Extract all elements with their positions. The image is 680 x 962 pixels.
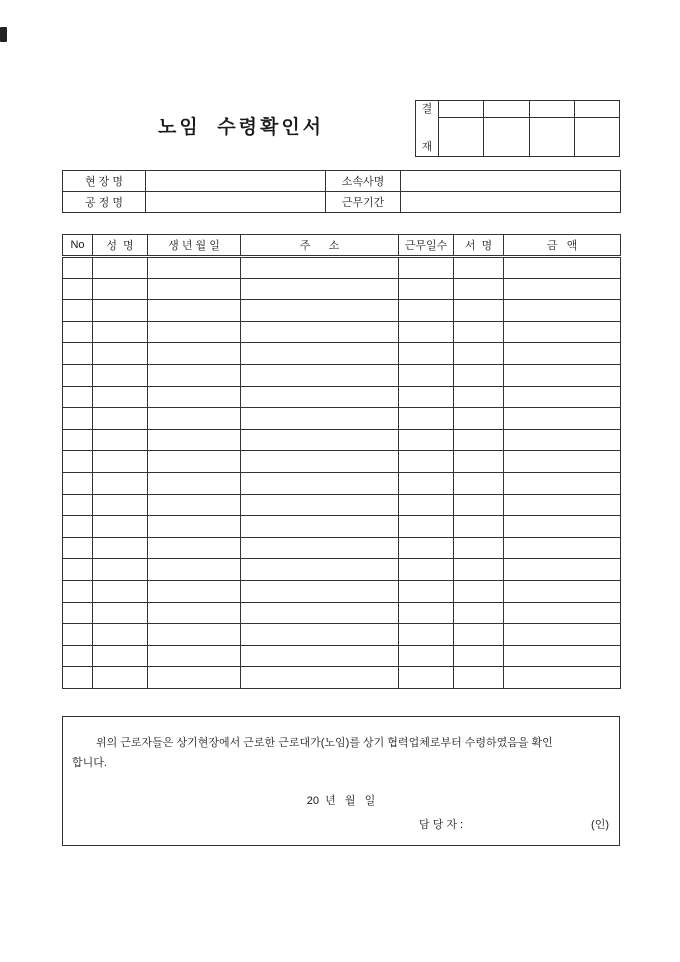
approval-cell: [529, 118, 574, 156]
empty-cell: [63, 300, 93, 322]
empty-cell: [454, 645, 504, 667]
empty-cell: [504, 257, 621, 279]
empty-cell: [399, 645, 454, 667]
empty-cell: [93, 300, 148, 322]
empty-cell: [241, 408, 399, 430]
empty-cell: [93, 257, 148, 279]
table-row: [63, 408, 621, 430]
empty-cell: [63, 451, 93, 473]
empty-cell: [504, 537, 621, 559]
empty-cell: [454, 257, 504, 279]
site-name-label: 현 장 명: [63, 171, 146, 192]
empty-cell: [399, 343, 454, 365]
empty-cell: [241, 624, 399, 646]
empty-cell: [63, 257, 93, 279]
empty-cell: [63, 624, 93, 646]
empty-cell: [504, 580, 621, 602]
confirmation-line-1: 위의 근로자들은 상기현장에서 근로한 근로대가(노임)를 상기 협력업체로부터 수령하였음을 확인: [96, 737, 553, 749]
empty-cell: [93, 559, 148, 581]
table-row: [63, 364, 621, 386]
empty-cell: [504, 472, 621, 494]
table-row: [63, 624, 621, 646]
empty-cell: [454, 386, 504, 408]
seal-label: (인): [591, 819, 609, 831]
empty-cell: [93, 667, 148, 689]
empty-cell: [63, 429, 93, 451]
empty-cell: [148, 602, 241, 624]
empty-cell: [399, 602, 454, 624]
empty-cell: [241, 472, 399, 494]
empty-cell: [93, 516, 148, 538]
approval-label-bottom: 재: [421, 141, 433, 153]
empty-cell: [399, 559, 454, 581]
process-name-value: [146, 192, 326, 213]
empty-cell: [504, 516, 621, 538]
empty-cell: [148, 645, 241, 667]
empty-cell: [504, 321, 621, 343]
empty-cell: [63, 343, 93, 365]
empty-cell: [93, 580, 148, 602]
empty-cell: [454, 624, 504, 646]
empty-cell: [63, 494, 93, 516]
empty-cell: [63, 321, 93, 343]
empty-cell: [504, 667, 621, 689]
empty-cell: [63, 516, 93, 538]
empty-cell: [504, 429, 621, 451]
process-name-label: 공 정 명: [63, 192, 146, 213]
empty-cell: [454, 343, 504, 365]
empty-cell: [148, 580, 241, 602]
empty-cell: [504, 300, 621, 322]
table-row: [63, 386, 621, 408]
empty-cell: [241, 321, 399, 343]
empty-cell: [148, 408, 241, 430]
empty-cell: [93, 408, 148, 430]
empty-cell: [454, 580, 504, 602]
empty-cell: [63, 364, 93, 386]
work-period-label: 근무기간: [326, 192, 401, 213]
empty-cell: [399, 667, 454, 689]
confirmation-line-2: 합니다.: [72, 756, 107, 769]
worker-table-header-row: [63, 235, 621, 257]
manager-line: [419, 816, 609, 832]
approval-label-top: 결: [421, 103, 433, 115]
empty-cell: [454, 472, 504, 494]
empty-cell: [148, 667, 241, 689]
empty-cell: [454, 364, 504, 386]
empty-cell: [63, 278, 93, 300]
birthdate-column-header: 생 년 월 일: [148, 235, 241, 257]
amount-column-header: 금 액: [504, 235, 621, 257]
empty-cell: [93, 472, 148, 494]
empty-cell: [241, 580, 399, 602]
empty-cell: [454, 602, 504, 624]
empty-cell: [93, 624, 148, 646]
empty-cell: [241, 364, 399, 386]
table-row: [63, 451, 621, 473]
empty-cell: [63, 472, 93, 494]
empty-cell: [504, 559, 621, 581]
table-row: [63, 257, 621, 279]
empty-cell: [454, 559, 504, 581]
empty-cell: [241, 645, 399, 667]
empty-cell: [399, 580, 454, 602]
empty-cell: [148, 451, 241, 473]
empty-cell: [399, 516, 454, 538]
empty-cell: [241, 667, 399, 689]
empty-cell: [399, 624, 454, 646]
date-line: 20 년 월 일: [306, 795, 376, 807]
address-column-header: 주 소: [241, 235, 399, 257]
empty-cell: [93, 645, 148, 667]
empty-cell: [148, 300, 241, 322]
name-column-header: 성 명: [93, 235, 148, 257]
table-row: [63, 300, 621, 322]
empty-cell: [148, 494, 241, 516]
empty-cell: [63, 602, 93, 624]
info-row-1: [63, 171, 621, 192]
empty-cell: [504, 645, 621, 667]
empty-cell: [148, 257, 241, 279]
empty-cell: [399, 300, 454, 322]
confirmation-section: [62, 716, 620, 846]
empty-cell: [399, 364, 454, 386]
approval-cell: [529, 101, 574, 118]
workdays-column-header: 근무일수: [399, 235, 454, 257]
empty-cell: [504, 624, 621, 646]
table-row: [63, 472, 621, 494]
empty-cell: [63, 537, 93, 559]
empty-cell: [504, 386, 621, 408]
empty-cell: [93, 451, 148, 473]
empty-cell: [63, 645, 93, 667]
empty-cell: [93, 602, 148, 624]
approval-cell: [438, 101, 483, 118]
empty-cell: [399, 408, 454, 430]
empty-cell: [93, 278, 148, 300]
empty-cell: [93, 537, 148, 559]
worker-table: [62, 234, 621, 689]
empty-cell: [63, 408, 93, 430]
empty-cell: [454, 321, 504, 343]
work-period-value: [401, 192, 621, 213]
info-row-2: [63, 192, 621, 213]
table-row: [63, 321, 621, 343]
table-row: [63, 343, 621, 365]
manager-label: 담 당 자 :: [419, 819, 464, 831]
confirmation-text: [63, 717, 619, 774]
empty-cell: [241, 494, 399, 516]
page-title: 노임 수령확인서: [158, 117, 325, 138]
empty-cell: [148, 559, 241, 581]
approval-cell: [574, 101, 619, 118]
affiliation-label: 소속사명: [326, 171, 401, 192]
empty-cell: [399, 537, 454, 559]
empty-cell: [93, 364, 148, 386]
empty-cell: [63, 580, 93, 602]
approval-label-column: [416, 101, 438, 156]
empty-cell: [241, 257, 399, 279]
no-column-header: No: [63, 235, 93, 257]
empty-cell: [241, 343, 399, 365]
empty-cell: [241, 278, 399, 300]
empty-cell: [399, 451, 454, 473]
empty-cell: [148, 364, 241, 386]
empty-cell: [454, 667, 504, 689]
empty-cell: [241, 516, 399, 538]
approval-box: [415, 100, 620, 157]
empty-cell: [93, 429, 148, 451]
empty-cell: [399, 257, 454, 279]
approval-cell: [483, 118, 528, 156]
empty-cell: [504, 343, 621, 365]
signature-column-header: 서 명: [454, 235, 504, 257]
empty-cell: [93, 494, 148, 516]
affiliation-value: [401, 171, 621, 192]
table-row: [63, 602, 621, 624]
empty-cell: [63, 667, 93, 689]
scan-artifact: [0, 27, 7, 42]
approval-cell: [483, 101, 528, 118]
empty-cell: [504, 602, 621, 624]
empty-cell: [399, 321, 454, 343]
empty-cell: [148, 278, 241, 300]
approval-cell: [438, 118, 483, 156]
site-name-value: [146, 171, 326, 192]
empty-cell: [241, 429, 399, 451]
approval-signature-grid: [438, 101, 619, 156]
empty-cell: [399, 429, 454, 451]
table-row: [63, 537, 621, 559]
empty-cell: [93, 343, 148, 365]
empty-cell: [504, 278, 621, 300]
empty-cell: [504, 494, 621, 516]
empty-cell: [454, 408, 504, 430]
empty-cell: [399, 472, 454, 494]
empty-cell: [504, 451, 621, 473]
empty-cell: [454, 451, 504, 473]
empty-cell: [504, 408, 621, 430]
empty-cell: [148, 516, 241, 538]
empty-cell: [454, 429, 504, 451]
table-row: [63, 667, 621, 689]
empty-cell: [454, 537, 504, 559]
empty-cell: [241, 451, 399, 473]
empty-cell: [63, 559, 93, 581]
approval-cell: [574, 118, 619, 156]
empty-cell: [454, 494, 504, 516]
empty-cell: [148, 537, 241, 559]
empty-cell: [241, 559, 399, 581]
empty-cell: [63, 386, 93, 408]
info-table: [62, 170, 621, 213]
empty-cell: [454, 278, 504, 300]
empty-cell: [93, 321, 148, 343]
table-row: [63, 494, 621, 516]
empty-cell: [148, 429, 241, 451]
empty-cell: [241, 602, 399, 624]
table-row: [63, 516, 621, 538]
empty-cell: [399, 386, 454, 408]
empty-cell: [148, 624, 241, 646]
empty-cell: [148, 321, 241, 343]
table-row: [63, 559, 621, 581]
empty-cell: [93, 386, 148, 408]
empty-cell: [148, 472, 241, 494]
table-row: [63, 580, 621, 602]
empty-cell: [399, 494, 454, 516]
table-row: [63, 429, 621, 451]
table-row: [63, 645, 621, 667]
empty-cell: [241, 386, 399, 408]
empty-cell: [454, 300, 504, 322]
empty-cell: [148, 343, 241, 365]
empty-cell: [454, 516, 504, 538]
empty-cell: [148, 386, 241, 408]
empty-cell: [399, 278, 454, 300]
empty-cell: [241, 300, 399, 322]
empty-cell: [504, 364, 621, 386]
empty-cell: [241, 537, 399, 559]
table-row: [63, 278, 621, 300]
